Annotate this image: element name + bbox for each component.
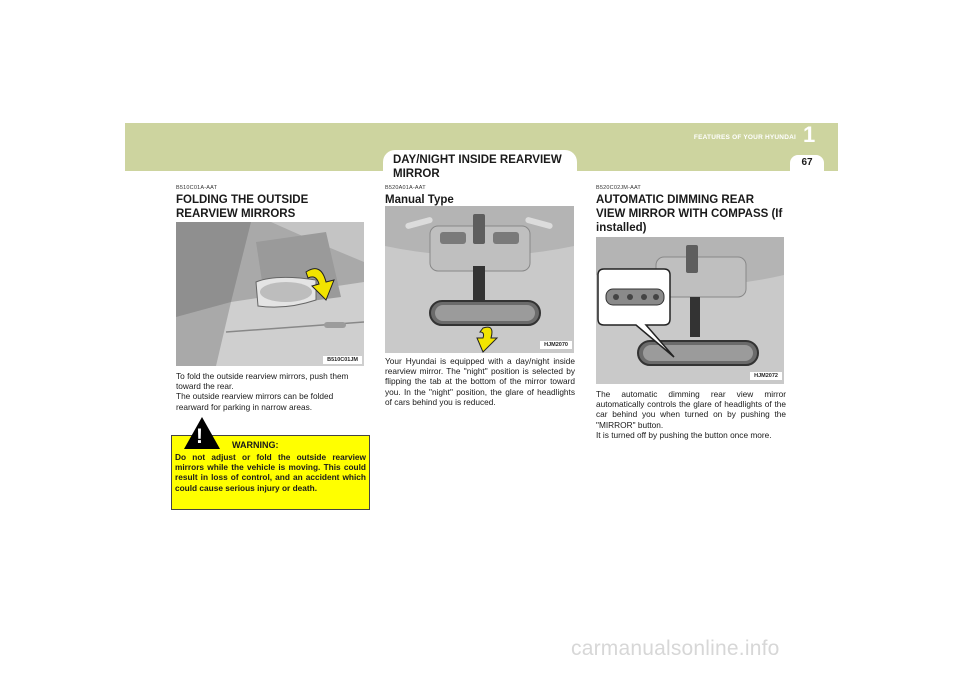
photo-label-col2: HJM2070 bbox=[540, 341, 572, 349]
chapter-label: FEATURES OF YOUR HYUNDAI bbox=[693, 134, 796, 141]
warning-title: WARNING: bbox=[232, 440, 279, 450]
rearview-mirror-illustration bbox=[385, 206, 574, 353]
col3-code: B520C02JM-AAT bbox=[596, 185, 641, 191]
col2-body: Your Hyundai is equipped with a day/night inside rearview mirror. The "night" position is selected by flipping the tab at the bottom of the mirror toward you. In the "night" position, the glare of headlights of cars behind you is reduced. bbox=[385, 356, 575, 407]
col3-heading: AUTOMATIC DIMMING REAR VIEW MIRROR WITH COMPASS (If installed) bbox=[596, 194, 783, 234]
auto-dimming-mirror-photo bbox=[596, 237, 784, 384]
col3-body: The automatic dimming rear view mirror automatically controls the glare of headlights of the car behind you when turned on by pushing the "MIRROR" button. It is turned off by pushing the button once more. bbox=[596, 389, 786, 440]
col1-heading: FOLDING THE OUTSIDE REARVIEW MIRRORS bbox=[176, 194, 309, 220]
exclamation-icon: ! bbox=[196, 425, 203, 448]
section-title: DAY/NIGHT INSIDE REARVIEW MIRROR bbox=[393, 154, 562, 180]
col1-code: B510C01A-AAT bbox=[176, 185, 218, 191]
car-door-mirror-illustration bbox=[176, 222, 364, 366]
col1-body: To fold the outside rearview mirrors, push them toward the rear. The outside rearview mirrors can be folded rearward for parking in narrow areas. bbox=[176, 371, 349, 412]
page-number-tab bbox=[790, 155, 824, 171]
footer-watermark: carmanualsonline.info bbox=[571, 637, 780, 660]
col2-code: B520A01A-AAT bbox=[385, 185, 426, 191]
folding-mirror-photo bbox=[176, 222, 364, 366]
chapter-number: 1 bbox=[803, 122, 816, 147]
photo-label-col3: HJM2072 bbox=[750, 372, 782, 380]
auto-dimming-mirror-illustration bbox=[596, 237, 784, 384]
manual-mirror-photo bbox=[385, 206, 574, 353]
warning-text: Do not adjust or fold the outside rearview mirrors while the vehicle is moving. This could result in loss of control, and an accident which could cause serious injury or death. bbox=[175, 452, 366, 493]
page-number: 67 bbox=[801, 157, 813, 168]
col2-heading: Manual Type bbox=[385, 194, 454, 206]
photo-label-col1: B510C01JM bbox=[323, 356, 362, 364]
